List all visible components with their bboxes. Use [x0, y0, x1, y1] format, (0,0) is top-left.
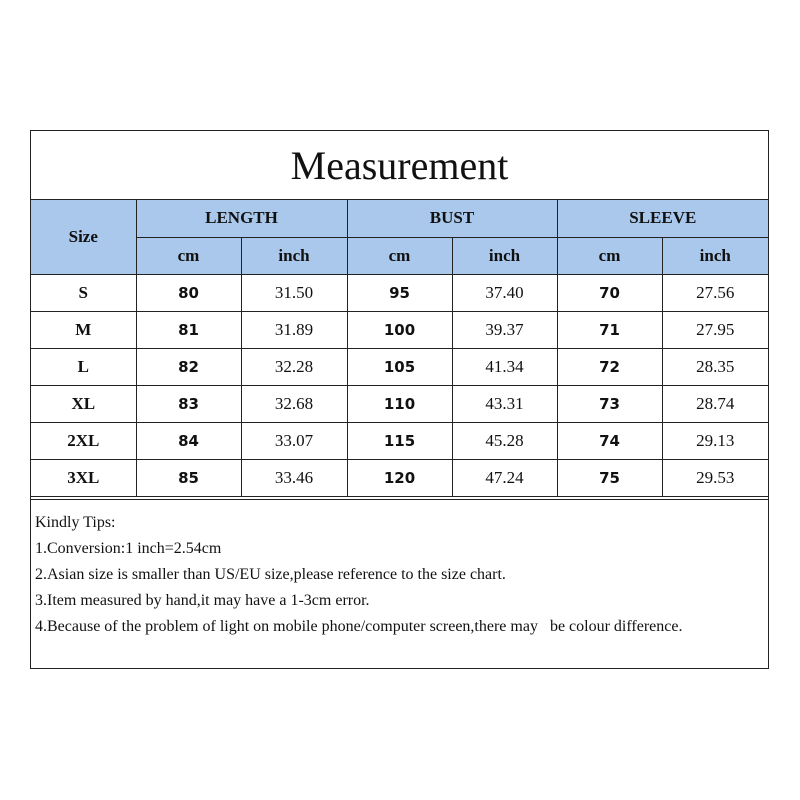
kindly-tips [31, 499, 768, 668]
length-cm-cell: 84 [136, 422, 241, 459]
size-cell: XL [31, 385, 136, 422]
page-title: Measurement [31, 131, 768, 200]
length-cm-cell: 85 [136, 459, 241, 496]
header-row-units [31, 237, 768, 274]
bust-inch-cell: 41.34 [452, 348, 557, 385]
length-cm-cell: 83 [136, 385, 241, 422]
unit-header: cm [136, 237, 241, 274]
length-header: LENGTH [136, 200, 347, 237]
sleeve-inch-cell: 29.13 [662, 422, 768, 459]
length-cm-cell: 81 [136, 311, 241, 348]
sleeve-cm-cell: 73 [557, 385, 662, 422]
length-inch-cell: 32.68 [241, 385, 347, 422]
tip-item: 4.Because of the problem of light on mobile phone/computer screen,there may be colour difference. [35, 618, 683, 635]
length-inch-cell: 33.46 [241, 459, 347, 496]
sleeve-inch-cell: 29.53 [662, 459, 768, 496]
sleeve-cm-cell: 75 [557, 459, 662, 496]
sleeve-header: SLEEVE [557, 200, 768, 237]
header-row-groups [31, 200, 768, 237]
sleeve-inch-cell: 27.95 [662, 311, 768, 348]
bust-inch-cell: 43.31 [452, 385, 557, 422]
table-row [31, 422, 768, 459]
unit-header: inch [452, 237, 557, 274]
table-row [31, 348, 768, 385]
sleeve-cm-cell: 74 [557, 422, 662, 459]
bust-cm-cell: 95 [347, 274, 452, 311]
table-row [31, 311, 768, 348]
size-chart [30, 130, 769, 669]
bust-cm-cell: 100 [347, 311, 452, 348]
sleeve-cm-cell: 70 [557, 274, 662, 311]
table-row [31, 385, 768, 422]
bust-inch-cell: 39.37 [452, 311, 557, 348]
length-inch-cell: 31.89 [241, 311, 347, 348]
bust-inch-cell: 45.28 [452, 422, 557, 459]
bust-cm-cell: 105 [347, 348, 452, 385]
tips-heading: Kindly Tips: [35, 514, 116, 531]
size-cell: L [31, 348, 136, 385]
sleeve-inch-cell: 28.74 [662, 385, 768, 422]
size-cell: 3XL [31, 459, 136, 496]
size-cell: S [31, 274, 136, 311]
bust-cm-cell: 120 [347, 459, 452, 496]
size-table [31, 200, 768, 497]
unit-header: cm [557, 237, 662, 274]
tip-item: 2.Asian size is smaller than US/EU size,please reference to the size chart. [35, 566, 506, 583]
table-row [31, 459, 768, 496]
bust-cm-cell: 115 [347, 422, 452, 459]
length-cm-cell: 82 [136, 348, 241, 385]
tip-item: 3.Item measured by hand,it may have a 1-3cm error. [35, 592, 370, 609]
size-cell: M [31, 311, 136, 348]
unit-header: inch [241, 237, 347, 274]
size-header: Size [31, 200, 136, 274]
sleeve-cm-cell: 71 [557, 311, 662, 348]
bust-inch-cell: 47.24 [452, 459, 557, 496]
length-inch-cell: 33.07 [241, 422, 347, 459]
tip-item: 1.Conversion:1 inch=2.54cm [35, 540, 222, 557]
length-cm-cell: 80 [136, 274, 241, 311]
sleeve-inch-cell: 28.35 [662, 348, 768, 385]
length-inch-cell: 31.50 [241, 274, 347, 311]
unit-header: inch [662, 237, 768, 274]
bust-inch-cell: 37.40 [452, 274, 557, 311]
sleeve-cm-cell: 72 [557, 348, 662, 385]
bust-header: BUST [347, 200, 557, 237]
length-inch-cell: 32.28 [241, 348, 347, 385]
size-cell: 2XL [31, 422, 136, 459]
unit-header: cm [347, 237, 452, 274]
bust-cm-cell: 110 [347, 385, 452, 422]
table-row [31, 274, 768, 311]
sleeve-inch-cell: 27.56 [662, 274, 768, 311]
